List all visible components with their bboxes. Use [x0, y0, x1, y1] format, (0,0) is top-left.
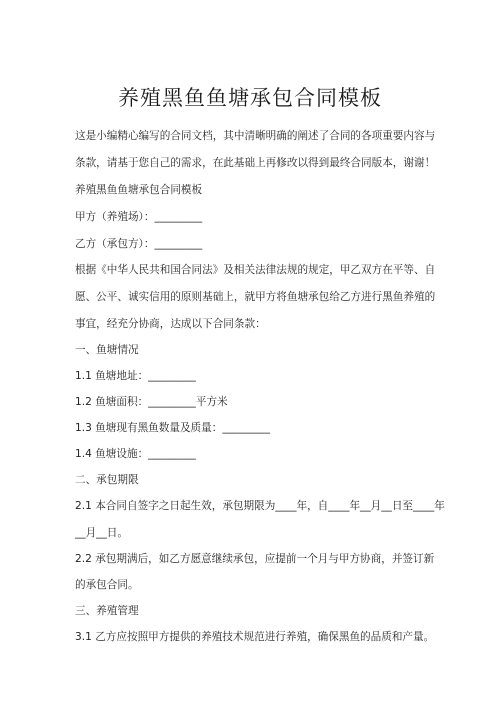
clause-2-2-line-1: 2.2 承包期满后，如乙方愿意继续承包，应提前一个月与甲方协商，并签订新 [75, 553, 435, 565]
party-a-line: 甲方（养殖场）：_________ [75, 211, 203, 223]
clause-1-2: 1.2 鱼塘面积：_________平方米 [75, 396, 228, 408]
party-b-line: 乙方（承包方）：_________ [75, 238, 203, 250]
preamble-line-2: 愿、公平、诚实信用的原则基础上，就甲方将鱼塘承包给乙方进行黑鱼养殖的 [75, 291, 436, 303]
section-heading-1: 一、鱼塘情况 [75, 344, 139, 356]
clause-1-3: 1.3 鱼塘现有黑鱼数量及质量：_________ [75, 422, 271, 434]
section-heading-3: 三、养殖管理 [75, 605, 139, 617]
clause-3-1: 3.1 乙方应按照甲方提供的养殖技术规范进行养殖，确保黑鱼的品质和产量。 [75, 631, 435, 643]
intro-line-1: 这是小编精心编写的合同文档，其中清晰明确的阐述了合同的各项重要内容与 [75, 130, 436, 142]
section-heading-2: 二、承包期限 [75, 474, 139, 486]
clause-1-4: 1.4 鱼塘设施：_________ [75, 448, 196, 460]
document-title: 养殖黑鱼鱼塘承包合同模板 [118, 86, 382, 110]
clause-2-1-line-1: 2.1 本合同自签字之日起生效，承包期限为____年，自____年__月__日至____年 [75, 500, 445, 512]
intro-line-2: 条款，请基于您自己的需求，在此基础上再修改以得到最终合同版本，谢谢！ [75, 157, 436, 169]
preamble-line-3: 事宜，经充分协商，达成以下合同条款： [75, 318, 266, 330]
clause-2-1-line-2: __月__日。 [75, 527, 128, 539]
clause-2-2-line-2: 的承包合同。 [75, 579, 139, 591]
clause-1-1: 1.1 鱼塘地址：_________ [75, 370, 196, 382]
preamble-line-1: 根据《中华人民共和国合同法》及相关法律法规的规定，甲乙双方在平等、自 [75, 264, 436, 276]
subtitle-line: 养殖黑鱼鱼塘承包合同模板 [75, 184, 203, 196]
